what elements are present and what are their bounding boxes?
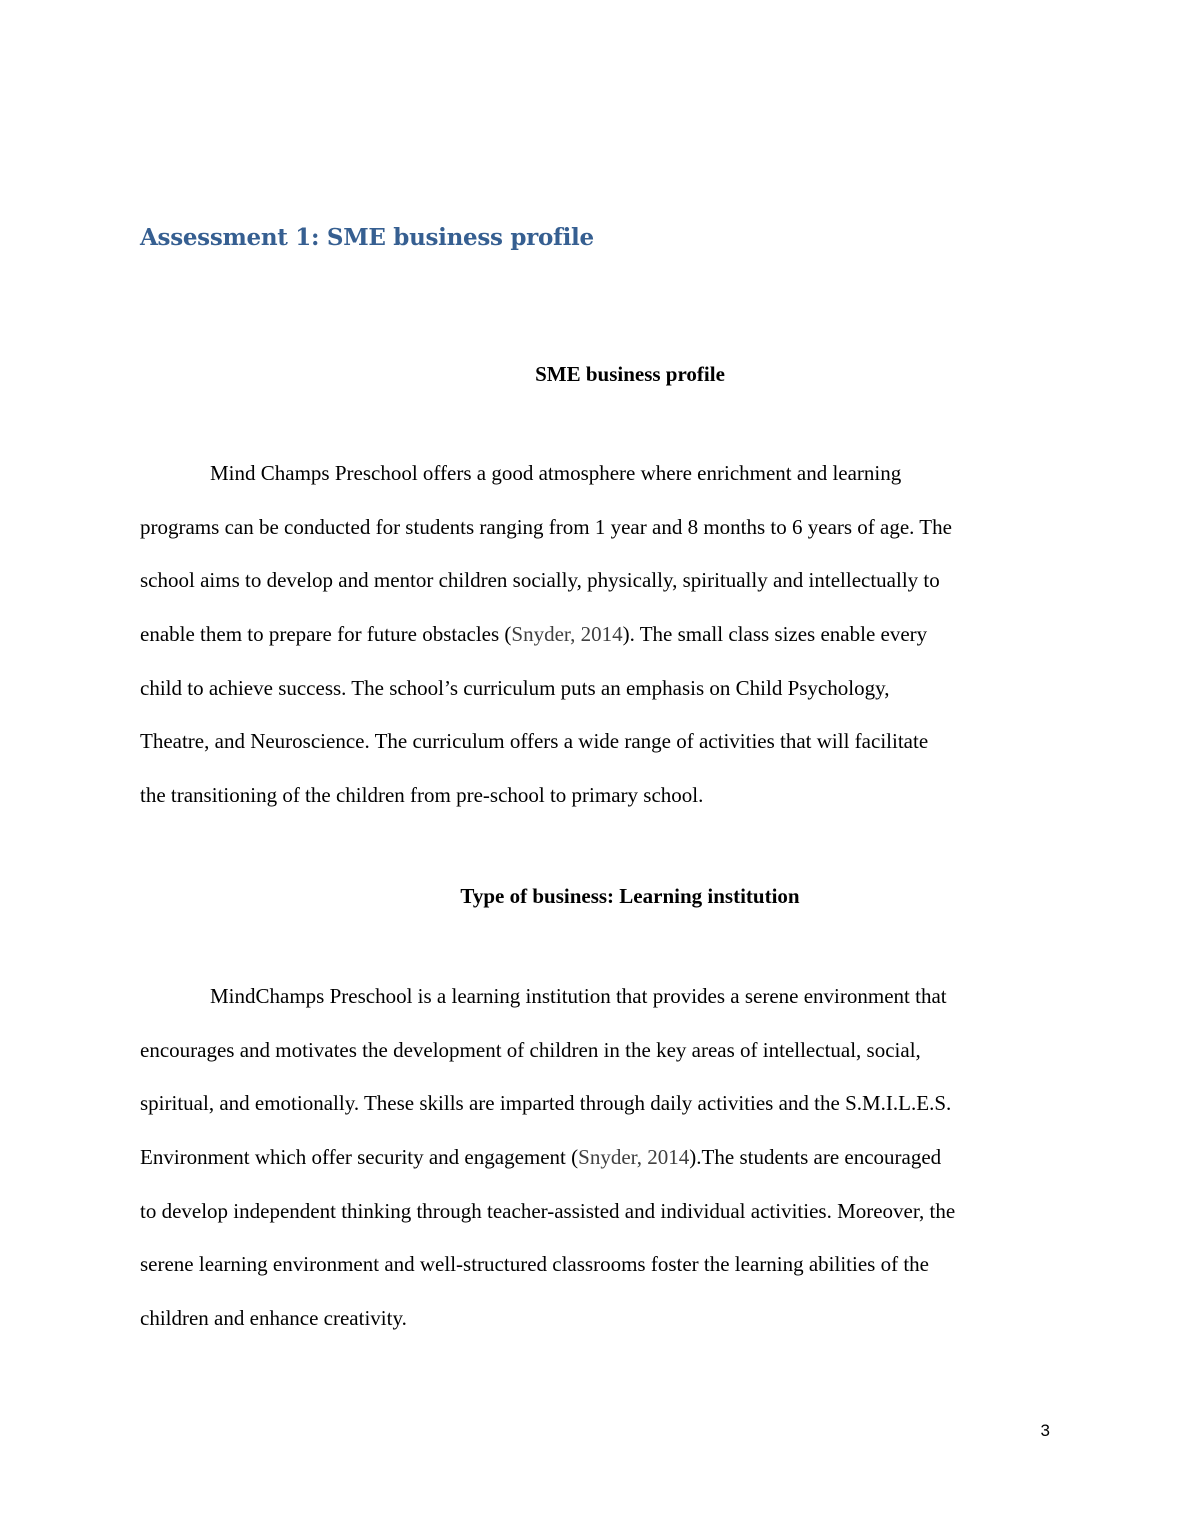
paragraph-line: Theatre, and Neuroscience. The curriculum offers a wide range of activities that will facilitate (140, 729, 929, 754)
paragraph-line: school aims to develop and mentor children socially, physically, spiritually and intellectually to (140, 568, 940, 593)
line-text: ).The students are encouraged (689, 1145, 942, 1170)
line-text: Environment which offer security and engagement ( (140, 1145, 579, 1170)
citation: Snyder, 2014 (511, 622, 623, 647)
line-text: ). The small class sizes enable every (622, 622, 928, 647)
paragraph-line: children and enhance creativity. (140, 1306, 407, 1331)
paragraph-line: the transitioning of the children from pre-school to primary school. (140, 783, 704, 808)
citation: Snyder, 2014 (578, 1145, 690, 1170)
paragraph-line: encourages and motivates the development of children in the key areas of intellectual, social, (140, 1037, 921, 1062)
paragraph-business-type (140, 970, 1060, 1346)
line-text: enable them to prepare for future obstacles ( (140, 622, 512, 647)
page-title: Assessment 1: SME business profile (140, 224, 594, 251)
paragraph-line: serene learning environment and well-structured classrooms foster the learning abilities of the (140, 1252, 929, 1277)
paragraph-sme-profile (140, 447, 1060, 823)
paragraph-line: to develop independent thinking through teacher-assisted and individual activities. Moreover, the (140, 1198, 956, 1223)
paragraph-line: Mind Champs Preschool offers a good atmosphere where enrichment and learning (210, 461, 902, 485)
section-title-business-type: Type of business: Learning institution (460, 884, 800, 908)
page-number: 3 (1040, 1421, 1050, 1440)
section-title-sme-profile: SME business profile (535, 362, 725, 386)
paragraph-line: spiritual, and emotionally. These skills are imparted through daily activities and the S.M.I.L.E.S. (140, 1091, 952, 1116)
paragraph-line: child to achieve success. The school’s curriculum puts an emphasis on Child Psychology, (140, 675, 890, 700)
paragraph-line (140, 1131, 1060, 1185)
paragraph-line: programs can be conducted for students ranging from 1 year and 8 months to 6 years of age. The (140, 514, 952, 539)
paragraph-line (140, 608, 1060, 662)
paragraph-line: MindChamps Preschool is a learning institution that provides a serene environment that (210, 984, 947, 1008)
